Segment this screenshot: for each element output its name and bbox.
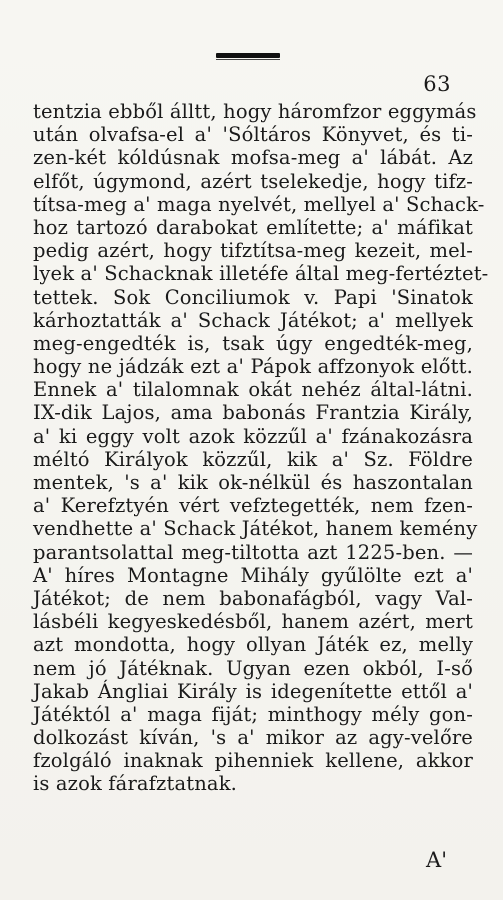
text-line: hogy ne jádzák ezt a' Pápok affzonyok előtt.: [33, 355, 473, 379]
catchword: A': [426, 848, 447, 872]
text-line: Játéktól a' maga fiját; minthogy mély gon-: [33, 702, 473, 726]
body-text: [33, 100, 489, 796]
text-line: Ennek a' tilalomnak okát nehéz által-látni.: [33, 378, 473, 402]
text-line: méltó Királyok közzűl, kik a' Sz. Földre: [33, 447, 473, 471]
header-ornament: [216, 53, 280, 58]
text-line: zen-két kóldúsnak mofsa-meg a' lábát. Az: [33, 146, 473, 170]
text-line: pedig azért, hogy tifztítsa-meg kezeit, mel-: [33, 239, 473, 263]
text-line: tettek. Sok Conciliumok v. Papi 'Sinatok: [33, 285, 473, 309]
text-line: a' Kerefztyén vért vefztegették, nem fzen-: [33, 494, 473, 518]
text-line: lásbéli kegyeskedésből, hanem azért, mert: [33, 610, 473, 634]
text-line: nem jó Játéknak. Ugyan ezen okból, I-ső: [33, 656, 473, 680]
text-line: Jakab Ángliai Király is idegenítette ettől a': [33, 679, 473, 703]
text-line: hoz tartozó darabokat említette; a' máfikat: [33, 215, 473, 239]
text-line: lyek a' Schacknak illetéfe által meg-fertéztet-: [33, 262, 489, 286]
text-line: fzolgáló inaknak pihenniek kellene, akkor: [33, 749, 473, 773]
page-number: 63: [423, 72, 451, 96]
text-line: IX-dik Lajos, ama babonás Frantzia Király,: [33, 401, 473, 425]
text-line: kárhoztatták a' Schack Játékot; a' mellyek: [33, 308, 473, 332]
text-line: parantsolattal meg-tiltotta azt 1225-ben. —: [33, 540, 473, 564]
text-line: mentek, 's a' kik ok-nélkül és haszontalan: [33, 471, 473, 494]
text-line: is azok fárafztatnak.: [33, 772, 238, 796]
text-line: azt mondotta, hogy ollyan Játék ez, melly: [33, 633, 473, 657]
text-line: a' ki eggy volt azok közzűl a' fzánakozásra: [33, 424, 473, 448]
text-line: meg-engedték is, tsak úgy engedték-meg,: [33, 331, 473, 355]
text-line: títsa-meg a' maga nyelvét, mellyel a' Schack-: [33, 192, 485, 216]
text-line: vendhette a' Schack Játékot, hanem kemény: [33, 517, 478, 541]
text-line: tentzia ebből álltt, hogy háromfzor eggymás: [33, 100, 477, 123]
text-line: Játékot; de nem babonafágból, vagy Val-: [33, 586, 473, 610]
text-line: A' híres Montagne Mihály gyűlölte ezt a': [33, 563, 473, 587]
text-line: elfőt, úgymond, azért tselekedje, hogy tifz-: [33, 169, 473, 193]
text-line: után olvafsa-el a' 'Sóltáros Könyvet, és ti-: [33, 123, 473, 147]
text-line: dolkozást kíván, 's a' mikor az agy-velőre: [33, 726, 473, 750]
